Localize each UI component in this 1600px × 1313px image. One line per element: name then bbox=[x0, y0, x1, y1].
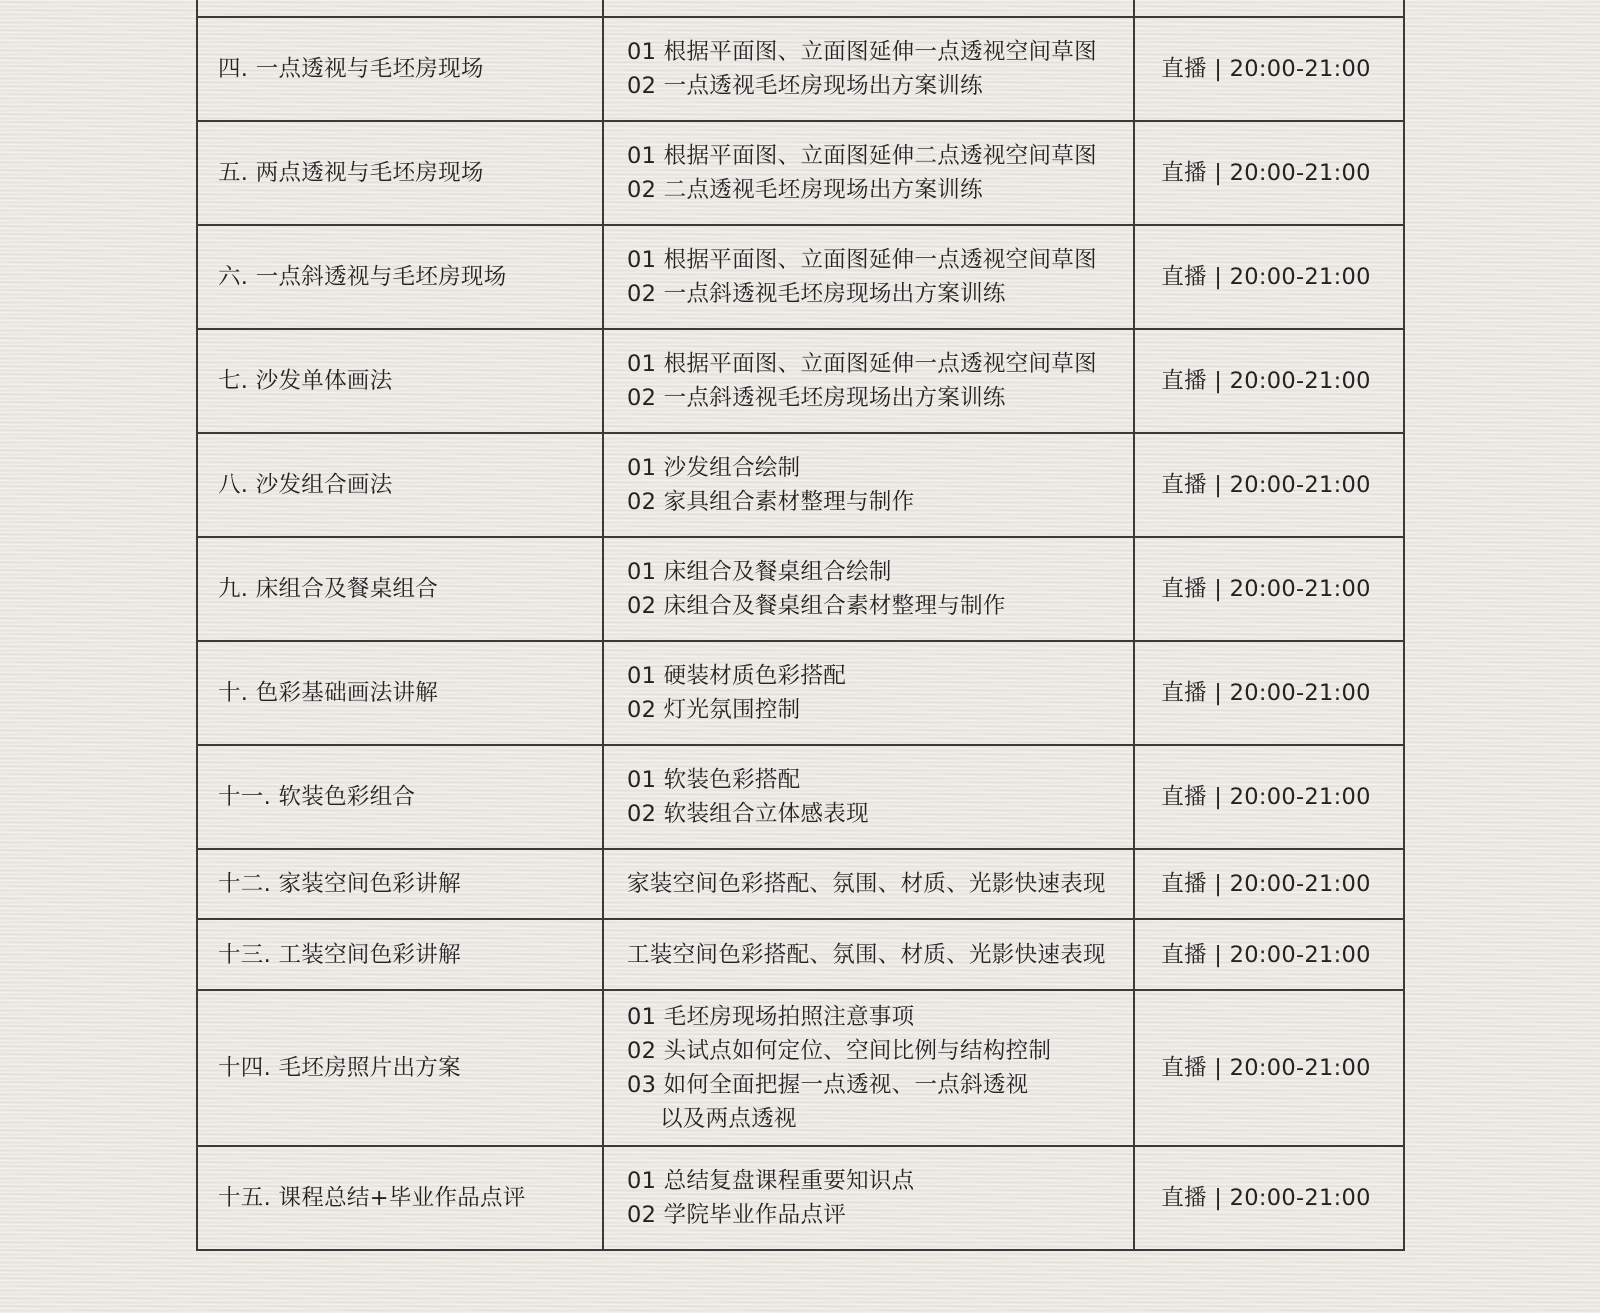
lesson-content bbox=[604, 538, 1135, 640]
lesson-time: 直播 | 20:00-21:00 bbox=[1161, 160, 1371, 186]
lesson-time: 直播 | 20:00-21:00 bbox=[1161, 368, 1371, 394]
content-line: 02 灯光氛围控制 bbox=[627, 697, 801, 723]
table-row bbox=[196, 642, 1405, 746]
lesson-time: 直播 | 20:00-21:00 bbox=[1161, 576, 1371, 602]
table-row bbox=[196, 0, 1405, 18]
lesson-content bbox=[604, 0, 1135, 16]
content-line: 02 一点斜透视毛坯房现场出方案训练 bbox=[627, 281, 1006, 307]
lesson-time: 直播 | 20:00-21:00 bbox=[1161, 680, 1371, 706]
table-row bbox=[196, 991, 1405, 1147]
lesson-title: 十二. 家装空间色彩讲解 bbox=[198, 850, 604, 918]
content-line: 02 学院毕业作品点评 bbox=[627, 1202, 847, 1228]
lesson-title: 五. 两点透视与毛坯房现场 bbox=[198, 122, 604, 224]
content-line: 01 沙发组合绘制 bbox=[627, 455, 801, 481]
content-line: 01 根据平面图、立面图延伸一点透视空间草图 bbox=[627, 351, 1097, 377]
lesson-title: 九. 床组合及餐桌组合 bbox=[198, 538, 604, 640]
lesson-title: 十五. 课程总结+毕业作品点评 bbox=[198, 1147, 604, 1249]
lesson-time: 直播 | 20:00-21:00 bbox=[1161, 56, 1371, 82]
lesson-title: 六. 一点斜透视与毛坯房现场 bbox=[198, 226, 604, 328]
lesson-content bbox=[604, 18, 1135, 120]
lesson-content bbox=[604, 330, 1135, 432]
lesson-content bbox=[604, 920, 1135, 989]
lesson-title: 四. 一点透视与毛坯房现场 bbox=[198, 18, 604, 120]
content-line: 01 总结复盘课程重要知识点 bbox=[627, 1168, 915, 1194]
content-line: 02 头试点如何定位、空间比例与结构控制 bbox=[627, 1038, 1052, 1064]
table-row bbox=[196, 920, 1405, 991]
content-line: 工装空间色彩搭配、氛围、材质、光影快速表现 bbox=[627, 941, 1106, 968]
lesson-time: 直播 | 20:00-21:00 bbox=[1161, 941, 1371, 968]
content-line: 01 根据平面图、立面图延伸二点透视空间草图 bbox=[627, 143, 1097, 169]
lesson-content bbox=[604, 642, 1135, 744]
content-line: 02 二点透视毛坯房现场出方案训练 bbox=[627, 177, 983, 203]
lesson-title: 七. 沙发单体画法 bbox=[198, 330, 604, 432]
lesson-title: 十一. 软装色彩组合 bbox=[198, 746, 604, 848]
lesson-title: 十三. 工装空间色彩讲解 bbox=[198, 920, 604, 989]
content-line: 家装空间色彩搭配、氛围、材质、光影快速表现 bbox=[627, 871, 1106, 897]
table-row bbox=[196, 122, 1405, 226]
table-row bbox=[196, 226, 1405, 330]
lesson-content bbox=[604, 991, 1135, 1145]
content-line: 02 软装组合立体感表现 bbox=[627, 801, 869, 827]
content-line: 02 床组合及餐桌组合素材整理与制作 bbox=[627, 593, 1006, 619]
lesson-content bbox=[604, 1147, 1135, 1249]
lesson-title: 十四. 毛坯房照片出方案 bbox=[198, 991, 604, 1145]
lesson-time: 直播 | 20:00-21:00 bbox=[1161, 472, 1371, 498]
table-row bbox=[196, 1147, 1405, 1251]
content-line: 以及两点透视 bbox=[660, 1106, 797, 1132]
content-line: 02 一点透视毛坯房现场出方案训练 bbox=[627, 73, 983, 99]
lesson-content bbox=[604, 746, 1135, 848]
content-line: 01 根据平面图、立面图延伸一点透视空间草图 bbox=[627, 247, 1097, 273]
lesson-time bbox=[1135, 0, 1403, 16]
content-line: 01 软装色彩搭配 bbox=[627, 767, 801, 793]
table-row bbox=[196, 746, 1405, 850]
content-line: 01 根据平面图、立面图延伸一点透视空间草图 bbox=[627, 39, 1097, 65]
lesson-time: 直播 | 20:00-21:00 bbox=[1161, 1185, 1371, 1211]
table-row bbox=[196, 18, 1405, 122]
lesson-time: 直播 | 20:00-21:00 bbox=[1161, 1055, 1371, 1081]
lesson-content bbox=[604, 850, 1135, 918]
lesson-content bbox=[604, 434, 1135, 536]
table-row bbox=[196, 850, 1405, 920]
table-row bbox=[196, 538, 1405, 642]
content-line: 02 家具组合素材整理与制作 bbox=[627, 489, 915, 515]
content-line: 03 如何全面把握一点透视、一点斜透视 bbox=[627, 1072, 1029, 1098]
course-schedule-table bbox=[196, 0, 1405, 1251]
content-line: 01 硬装材质色彩搭配 bbox=[627, 663, 847, 689]
lesson-title bbox=[198, 0, 604, 16]
lesson-content bbox=[604, 122, 1135, 224]
lesson-time: 直播 | 20:00-21:00 bbox=[1161, 871, 1371, 897]
content-line: 02 一点斜透视毛坯房现场出方案训练 bbox=[627, 385, 1006, 411]
table-row bbox=[196, 330, 1405, 434]
lesson-content bbox=[604, 226, 1135, 328]
lesson-title: 十. 色彩基础画法讲解 bbox=[198, 642, 604, 744]
table-row bbox=[196, 434, 1405, 538]
lesson-time: 直播 | 20:00-21:00 bbox=[1161, 264, 1371, 290]
content-line: 01 毛坯房现场拍照注意事项 bbox=[627, 1004, 915, 1030]
content-line: 01 床组合及餐桌组合绘制 bbox=[627, 559, 892, 585]
lesson-time: 直播 | 20:00-21:00 bbox=[1161, 784, 1371, 810]
lesson-title: 八. 沙发组合画法 bbox=[198, 434, 604, 536]
